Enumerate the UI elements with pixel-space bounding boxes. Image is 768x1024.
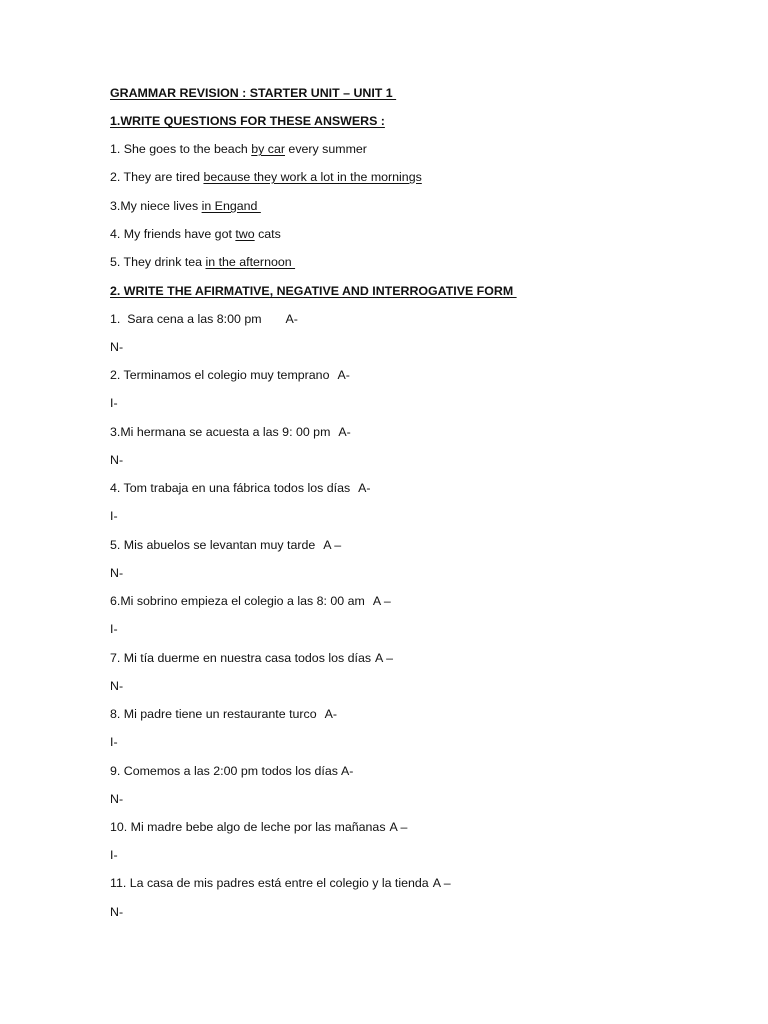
sentence-text: 4. My friends have got: [110, 227, 236, 241]
sentence-text: 11. La casa de mis padres está entre el colegio y la tienda: [110, 876, 429, 890]
affirmative-label: A-: [285, 312, 298, 326]
underlined-answer: by car: [251, 142, 285, 156]
exercise-sentence: [110, 311, 298, 327]
section2-heading: 2. WRITE THE AFIRMATIVE, NEGATIVE AND INTERROGATIVE FORM: [110, 284, 517, 298]
sentence-text: 1. She goes to the beach: [110, 142, 252, 156]
exercise-sentence: [110, 593, 391, 609]
sentence-text: 6.Mi sobrino empieza el colegio a las 8: 00 am: [110, 594, 365, 608]
sentence-text: every summer: [284, 142, 367, 156]
sentence-text: 8. Mi padre tiene un restaurante turco: [110, 707, 317, 721]
sentence-text: 9. Comemos a las 2:00 pm todos los días: [110, 764, 338, 778]
section1-item: [110, 226, 281, 242]
exercise-sentence: [110, 875, 451, 891]
affirmative-label: A-: [340, 764, 354, 778]
affirmative-label: A-: [338, 425, 351, 439]
affirmative-label: A-: [358, 481, 371, 495]
sentence-text: 5. They drink tea: [110, 255, 206, 269]
exercise-sentence: [110, 650, 393, 666]
exercise-sentence: [110, 537, 341, 553]
exercise-sentence: [110, 424, 351, 440]
form-label: I-: [110, 848, 118, 862]
sentence-text: 10. Mi madre bebe algo de leche por las mañanas: [110, 820, 386, 834]
form-label: I-: [110, 396, 118, 410]
exercise-sentence: [110, 706, 337, 722]
form-label: N-: [110, 340, 124, 354]
form-label: I-: [110, 509, 118, 523]
affirmative-label: A –: [323, 538, 342, 552]
exercise-sentence: [110, 819, 407, 835]
sentence-text: 3.Mi hermana se acuesta a las 9: 00 pm: [110, 425, 331, 439]
affirmative-label: A –: [375, 651, 393, 665]
section1-heading: 1.WRITE QUESTIONS FOR THESE ANSWERS :: [110, 114, 385, 128]
sentence-text: 2. They are tired: [110, 170, 204, 184]
sentence-text: 4. Tom trabaja en una fábrica todos los días: [110, 481, 351, 495]
form-label: N-: [110, 905, 124, 919]
affirmative-label: A-: [324, 707, 338, 721]
exercise-sentence: [110, 763, 353, 779]
affirmative-label: A-: [337, 368, 350, 382]
exercise-sentence: [110, 367, 350, 383]
underlined-answer: in the afternoon: [205, 255, 296, 269]
underlined-answer: because they work a lot in the mornings: [203, 170, 422, 184]
page-title: GRAMMAR REVISION : STARTER UNIT – UNIT 1: [110, 86, 397, 100]
section1-item: [110, 169, 422, 185]
underlined-answer: two: [235, 227, 255, 241]
affirmative-label: A –: [389, 820, 408, 834]
sentence-text: 3.My niece lives: [110, 199, 202, 213]
affirmative-label: A –: [432, 876, 451, 890]
sentence-text: 2. Terminamos el colegio muy temprano: [110, 368, 330, 382]
sentence-text: 1. Sara cena a las 8:00 pm: [110, 312, 262, 326]
sentence-text: cats: [254, 227, 281, 241]
form-label: I-: [110, 622, 118, 636]
underlined-answer: in Engand: [201, 199, 261, 213]
section1-item: [110, 254, 295, 270]
exercise-sentence: [110, 480, 371, 496]
form-label: N-: [110, 792, 124, 806]
sentence-text: 5. Mis abuelos se levantan muy tarde: [110, 538, 316, 552]
sentence-text: 7. Mi tía duerme en nuestra casa todos los días: [110, 651, 372, 665]
affirmative-label: A –: [372, 594, 391, 608]
form-label: N-: [110, 566, 124, 580]
section1-item: [110, 198, 261, 214]
form-label: I-: [110, 735, 118, 749]
form-label: N-: [110, 453, 124, 467]
form-label: N-: [110, 679, 124, 693]
section1-item: [110, 141, 367, 157]
